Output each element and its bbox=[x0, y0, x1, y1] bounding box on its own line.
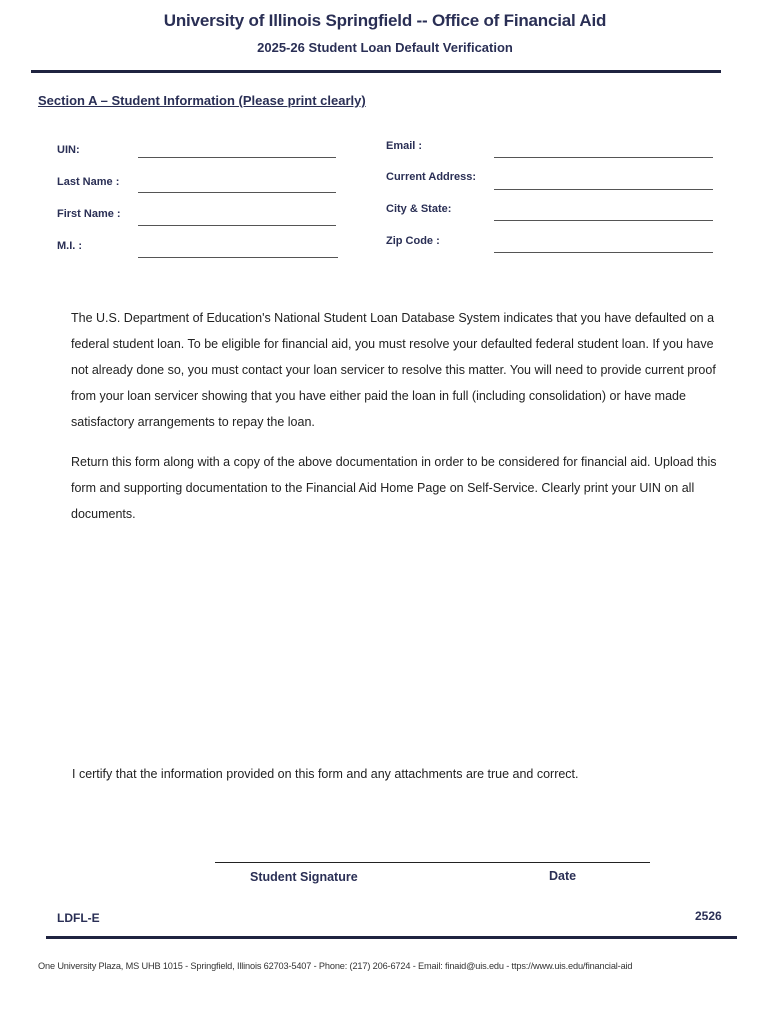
current-address-field[interactable] bbox=[494, 189, 713, 190]
student-signature-label: Student Signature bbox=[250, 870, 358, 884]
city-state-field[interactable] bbox=[494, 220, 713, 221]
default-notice-paragraph: The U.S. Department of Education's National Student Loan Database System indicates that you have defaulted on a federal student loan. To be eligible for financial aid, you must resolve your defaulted federal student loan. If you have not already done so, you must contact your loan servicer to resolve this matter. You will need to provide current proof from your loan servicer showing that you have either paid the loan in full (including consolidation) or have made satisfactory arrangements to repay the loan. bbox=[71, 311, 716, 429]
footer-divider bbox=[46, 936, 737, 939]
city-state-label: City & State: bbox=[386, 203, 452, 215]
instructions-paragraph: Return this form along with a copy of the above documentation in order to be considered for financial aid. Upload this form and supporting documentation to the Financial Aid Home Page on Self-Service. Clearly print your UIN on all documents. bbox=[71, 455, 717, 521]
zip-code-label: Zip Code : bbox=[386, 235, 440, 247]
page-title: University of Illinois Springfield -- Office of Financial Aid bbox=[163, 11, 607, 30]
certification-statement: I certify that the information provided on this form and any attachments are true and correct. bbox=[72, 767, 579, 781]
form-year: 2526 bbox=[695, 909, 722, 923]
header-divider bbox=[31, 70, 721, 73]
signature-line[interactable] bbox=[215, 862, 650, 863]
email-field[interactable] bbox=[494, 157, 713, 158]
first-name-field[interactable] bbox=[138, 225, 336, 226]
zip-code-field[interactable] bbox=[494, 252, 713, 253]
form-code: LDFL-E bbox=[57, 911, 100, 925]
uin-label: UIN: bbox=[57, 144, 80, 156]
section-a-heading: Section A – Student Information (Please print clearly) bbox=[38, 93, 366, 108]
email-label: Email : bbox=[386, 140, 423, 152]
middle-initial-label: M.I. : bbox=[57, 240, 83, 252]
date-label: Date bbox=[549, 869, 577, 883]
uin-field[interactable] bbox=[138, 157, 336, 158]
last-name-field[interactable] bbox=[138, 192, 336, 193]
current-address-label: Current Address: bbox=[386, 171, 477, 183]
middle-initial-field[interactable] bbox=[138, 257, 338, 258]
footer-contact-info: One University Plaza, MS UHB 1015 - Springfield, Illinois 62703-5407 - Phone: (217) 206-6724 - Email: finaid@uis.edu - ttps://www.uis.edu/financial-aid bbox=[38, 961, 633, 971]
last-name-label: Last Name : bbox=[57, 176, 120, 188]
page-subtitle: 2025-26 Student Loan Default Verification bbox=[257, 40, 513, 55]
first-name-label: First Name : bbox=[57, 208, 121, 220]
